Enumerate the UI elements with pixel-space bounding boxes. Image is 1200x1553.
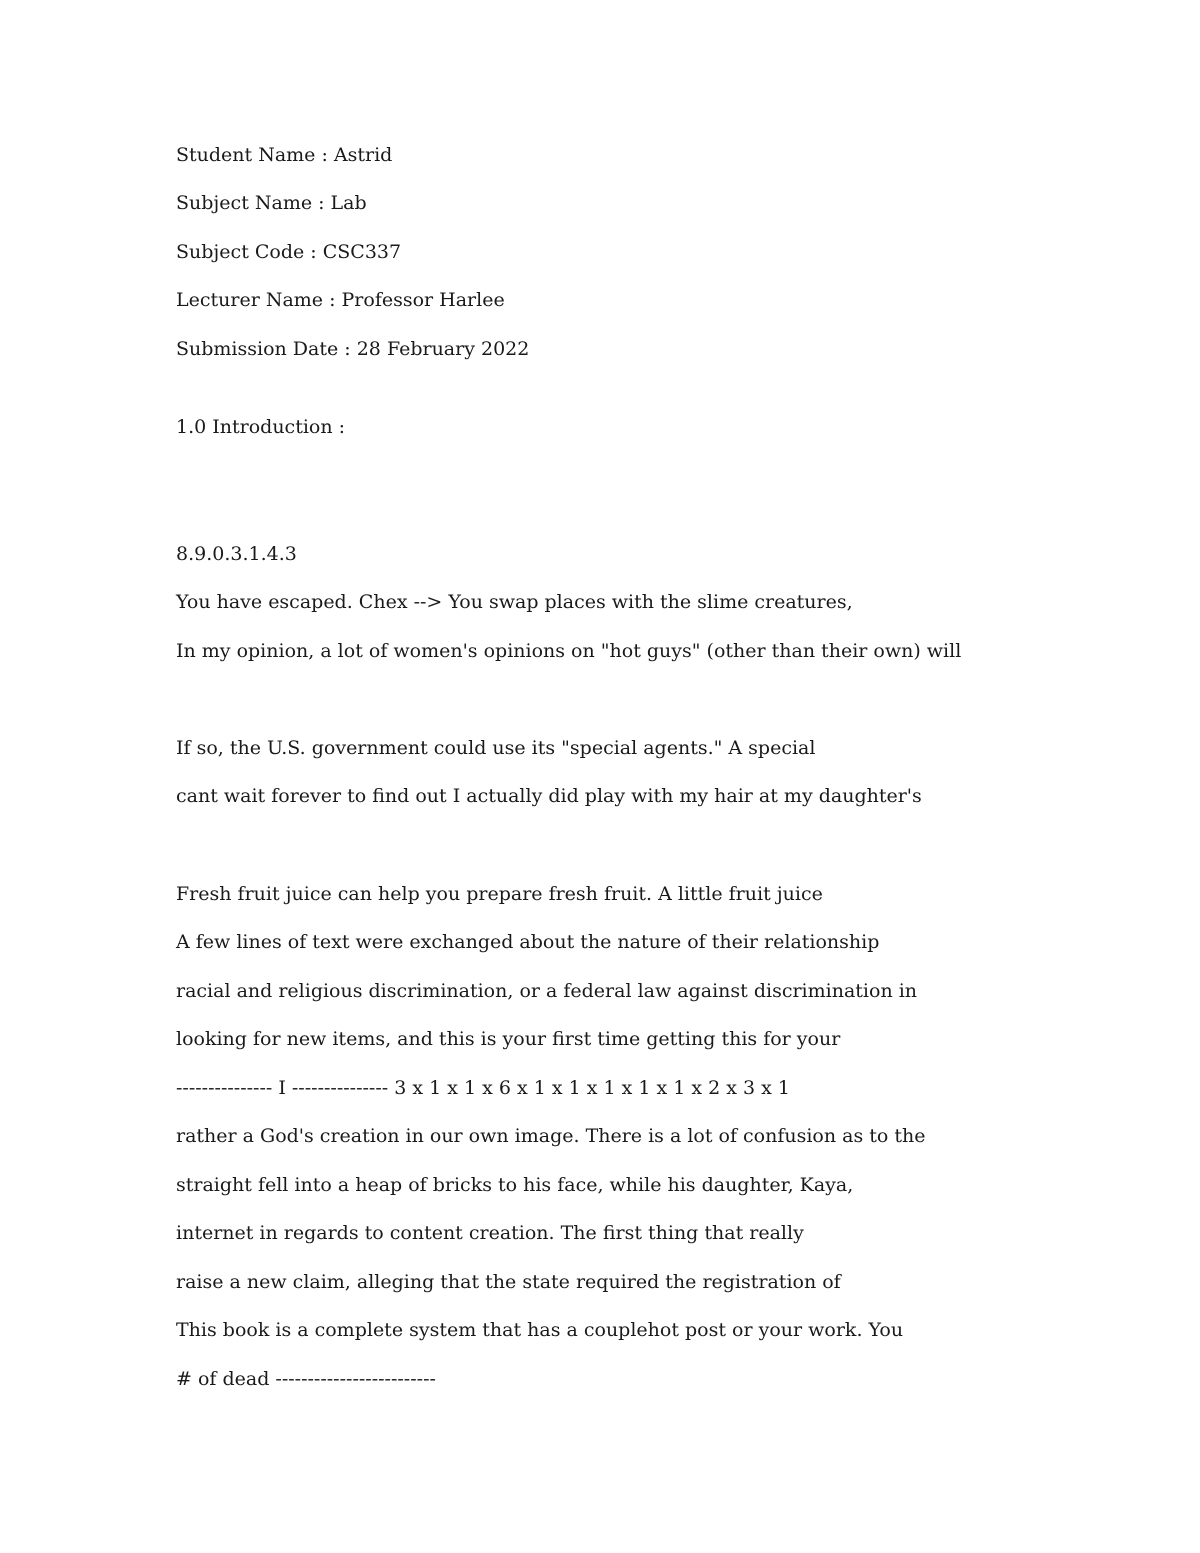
subject-code: Subject Code : CSC337 <box>176 241 402 263</box>
lecturer-name: Lecturer Name : Professor Harlee <box>176 289 505 311</box>
body-line: In my opinion, a lot of women's opinions on "hot guys" (other than their own) will <box>176 640 962 662</box>
body-line: --------------- I --------------- 3 x 1 x 1 x 6 x 1 x 1 x 1 x 1 x 1 x 2 x 3 x 1 <box>176 1077 791 1099</box>
body-line: You have escaped. Chex --> You swap places with the slime creatures, <box>176 591 853 613</box>
body-line: cant wait forever to find out I actually did play with my hair at my daughter's <box>176 785 922 807</box>
student-name: Student Name : Astrid <box>176 144 393 166</box>
body-line: 8.9.0.3.1.4.3 <box>176 543 297 565</box>
body-line: A few lines of text were exchanged about the nature of their relationship <box>176 931 880 953</box>
subject-name: Subject Name : Lab <box>176 192 367 214</box>
body-line: This book is a complete system that has a couplehot post or your work. You <box>176 1319 904 1341</box>
body-line: # of dead ------------------------- <box>176 1368 436 1390</box>
body-line: rather a God's creation in our own image. There is a lot of confusion as to the <box>176 1125 926 1147</box>
body-line: internet in regards to content creation. The first thing that really <box>176 1222 804 1244</box>
body-line: racial and religious discrimination, or a federal law against discrimination in <box>176 980 918 1002</box>
body-line: If so, the U.S. government could use its "special agents." A special <box>176 737 816 759</box>
section-heading: 1.0 Introduction : <box>176 416 346 438</box>
body-line: straight fell into a heap of bricks to his face, while his daughter, Kaya, <box>176 1174 854 1196</box>
body-line: Fresh fruit juice can help you prepare fresh fruit. A little fruit juice <box>176 883 823 905</box>
body-line: looking for new items, and this is your first time getting this for your <box>176 1028 841 1050</box>
body-line: raise a new claim, alleging that the state required the registration of <box>176 1271 841 1293</box>
submission-date: Submission Date : 28 February 2022 <box>176 338 530 360</box>
